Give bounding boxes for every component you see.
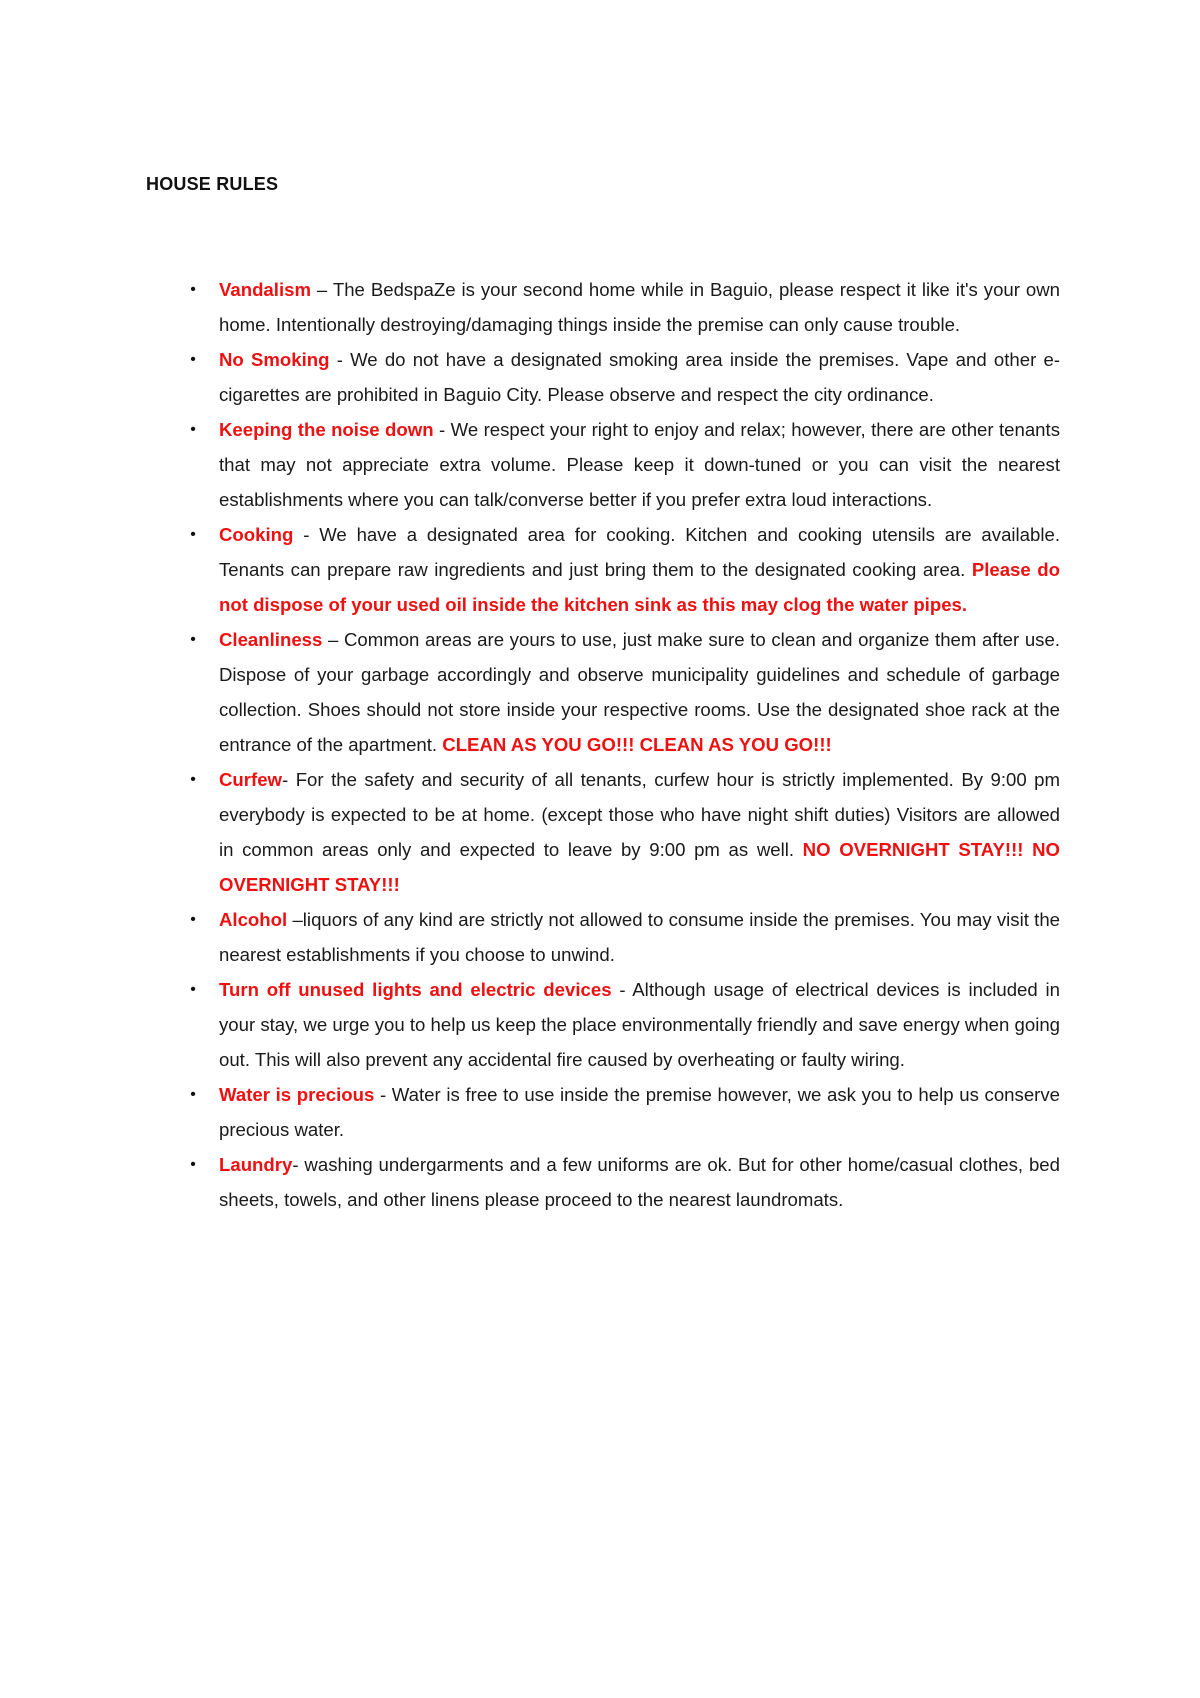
rule-curfew <box>190 762 1060 902</box>
rule-text: –liquors of any kind are strictly not allowed to consume inside the premises. You may visit the nearest establishments if you choose to unwind. <box>219 909 1060 965</box>
bullet-icon: • <box>190 911 196 928</box>
rule-vandalism <box>190 272 1060 342</box>
rule-term: Vandalism <box>219 279 311 300</box>
rule-water <box>190 1077 1060 1147</box>
document-title: HOUSE RULES <box>146 174 279 194</box>
rule-laundry <box>190 1147 1060 1217</box>
rule-lights <box>190 972 1061 1077</box>
rule-text: - We do not have a designated smoking area inside the premises. Vape and other e-cigarettes are prohibited in Baguio City. Please observe and respect the city ordinance. <box>219 349 1060 405</box>
rule-emphasis: NO OVERNIGHT STAY!!! NO OVERNIGHT STAY!!! <box>219 839 1060 895</box>
rule-term: Turn off unused lights and electric devices <box>219 979 612 1000</box>
rule-term: Curfew <box>219 769 283 790</box>
bullet-icon: • <box>190 631 196 648</box>
rule-text: - We respect your right to enjoy and relax; however, there are other tenants that may not appreciate extra volume. Please keep it down-tuned or you can visit the nearest establishments where you can talk/converse better if you prefer extra loud interactions. <box>219 419 1060 510</box>
rule-text: - washing undergarments and a few uniforms are ok. But for other home/casual clothes, bed sheets, towels, and other linens please proceed to the nearest laundromats. <box>219 1154 1060 1210</box>
rule-term: Alcohol <box>219 909 288 930</box>
rule-text: – Common areas are yours to use, just make sure to clean and organize them after use. Dispose of your garbage accordingly and observe municipality guidelines and schedule of garbage collection. Shoes should not store inside your respective rooms. Use the designated shoe rack at the entrance of the apartment. <box>219 629 1060 755</box>
rule-term: No Smoking <box>219 349 330 370</box>
house-rules-list <box>190 272 1061 1217</box>
rule-term: Laundry <box>219 1154 293 1175</box>
bullet-icon: • <box>190 421 196 438</box>
bullet-icon: • <box>190 1086 196 1103</box>
rule-text: - Water is free to use inside the premise however, we ask you to help us conserve precious water. <box>219 1084 1060 1140</box>
rule-text: – The BedspaZe is your second home while in Baguio, please respect it like it's your own home. Intentionally destroying/damaging things inside the premise can only cause trouble. <box>219 279 1060 335</box>
rule-no-smoking <box>190 342 1060 412</box>
bullet-icon: • <box>190 981 196 998</box>
rule-term: Water is precious <box>219 1084 375 1105</box>
rule-emphasis: CLEAN AS YOU GO!!! CLEAN AS YOU GO!!! <box>442 734 832 755</box>
rule-cleanliness <box>190 622 1060 762</box>
rule-term: Keeping the noise down <box>219 419 434 440</box>
bullet-icon: • <box>190 771 196 788</box>
rule-text: - Although usage of electrical devices is included in your stay, we urge you to help us keep the place environmentally friendly and save energy when going out. This will also prevent any accidental fire caused by overheating or faulty wiring. <box>219 979 1061 1070</box>
rule-term: Cooking <box>219 524 294 545</box>
bullet-icon: • <box>190 281 196 298</box>
bullet-icon: • <box>190 526 196 543</box>
bullet-icon: • <box>190 1156 196 1173</box>
rule-text: - For the safety and security of all tenants, curfew hour is strictly implemented. By 9:00 pm everybody is expected to be at home. (except those who have night shift duties) Visitors are allowed in common areas only and expected to leave by 9:00 pm as well. <box>219 769 1060 860</box>
bullet-icon: • <box>190 351 196 368</box>
rule-emphasis: Please do not dispose of your used oil inside the kitchen sink as this may clog the water pipes. <box>219 559 1060 615</box>
rule-cooking <box>190 517 1060 622</box>
rule-term: Cleanliness <box>219 629 323 650</box>
rule-text: - We have a designated area for cooking. Kitchen and cooking utensils are available. Tenants can prepare raw ingredients and just bring them to the designated cooking area. <box>219 524 1060 580</box>
rule-alcohol <box>190 902 1060 972</box>
rule-noise <box>190 412 1060 517</box>
